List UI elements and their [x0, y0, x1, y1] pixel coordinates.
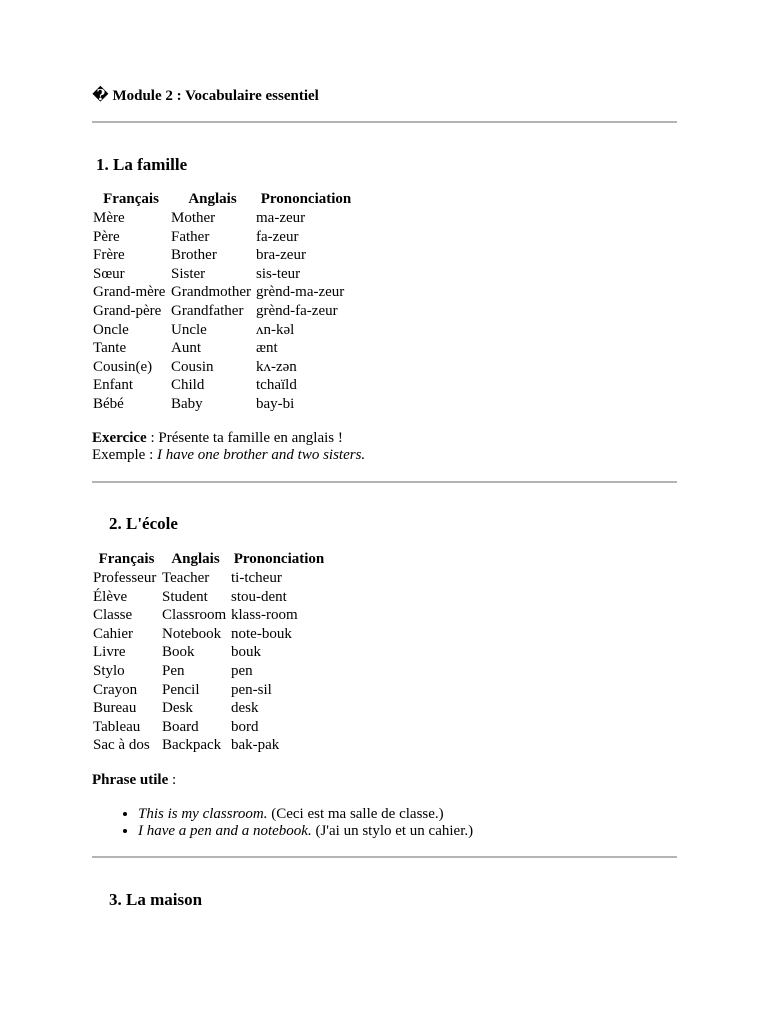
column-header: Prononciation: [233, 551, 325, 567]
table-cell: Grandfather: [171, 302, 244, 319]
table-cell: Père: [93, 228, 120, 245]
table-row: [92, 339, 357, 358]
table-row: [92, 209, 357, 228]
table-cell: pen-sil: [231, 681, 272, 698]
table-row: [92, 228, 357, 247]
table-cell: bouk: [231, 644, 261, 661]
table-cell: bord: [231, 718, 259, 735]
table-cell: Student: [162, 588, 208, 605]
example-text: I have one brother and two sisters.: [156, 447, 366, 463]
section-heading-maison: 3. La maison: [109, 890, 203, 909]
module-title: [92, 86, 319, 105]
example-line: [92, 447, 365, 464]
column-header: Français: [98, 551, 155, 567]
table-cell: grènd-fa-zeur: [256, 302, 338, 319]
table-cell: tchaïld: [256, 377, 297, 394]
vocab-table-famille: [92, 190, 357, 414]
table-cell: Grand-père: [93, 302, 162, 319]
phrase-label: Phrase utile: [92, 772, 169, 788]
table-row: [92, 699, 328, 718]
table-cell: Book: [162, 644, 195, 661]
exercise-line: [92, 430, 343, 447]
table-cell: Sœur: [93, 265, 125, 282]
table-row: [92, 681, 328, 700]
table-row: [92, 265, 357, 284]
table-cell: bak-pak: [231, 737, 280, 754]
table-cell: bra-zeur: [256, 247, 306, 264]
exercise-text: : Présente ta famille en anglais !: [146, 430, 343, 446]
table-cell: Bébé: [93, 395, 124, 412]
section-heading-famille: 1. La famille: [96, 155, 188, 174]
table-cell: Pencil: [162, 681, 200, 698]
table-cell: Enfant: [93, 377, 133, 394]
list-item: [138, 823, 473, 840]
divider: [92, 121, 677, 123]
table-cell: Tante: [93, 340, 127, 357]
table-cell: klass-room: [231, 607, 298, 624]
table-row: [92, 321, 357, 340]
divider: [92, 856, 677, 858]
table-row: [92, 718, 328, 737]
table-body: [92, 209, 357, 414]
column-header: Prononciation: [260, 191, 352, 207]
table-row: [92, 569, 328, 588]
phrase-en: This is my classroom.: [138, 806, 268, 822]
phrase-en: I have a pen and a notebook.: [138, 823, 312, 839]
section-heading-ecole: 2. L'école: [109, 514, 178, 533]
column-header: Français: [103, 191, 159, 207]
column-header: Anglais: [188, 191, 237, 207]
table-cell: note-bouk: [231, 625, 292, 642]
table-cell: Sister: [171, 265, 206, 282]
table-cell: Élève: [93, 588, 128, 605]
table-cell: Sac à dos: [93, 737, 150, 754]
table-cell: Notebook: [162, 625, 222, 642]
table-row: [92, 283, 357, 302]
table-cell: Oncle: [93, 321, 129, 338]
table-cell: Cousin(e): [93, 358, 153, 375]
table-cell: Brother: [171, 247, 217, 264]
table-cell: Frère: [93, 247, 125, 264]
table-cell: Classe: [93, 607, 133, 624]
table-cell: Desk: [162, 700, 193, 717]
table-cell: sis-teur: [256, 265, 301, 282]
table-cell: Cahier: [93, 625, 133, 642]
table-cell: ti-tcheur: [231, 570, 282, 586]
table-cell: Crayon: [93, 681, 138, 698]
table-cell: Mother: [171, 210, 216, 226]
table-cell: grènd-ma-zeur: [256, 284, 345, 301]
exercise-label: Exercice: [92, 430, 147, 446]
table-cell: Bureau: [93, 700, 137, 717]
table-cell: Stylo: [93, 662, 125, 679]
table-cell: Backpack: [162, 737, 222, 754]
table-cell: Grandmother: [171, 284, 251, 301]
table-row: [92, 302, 357, 321]
table-row: [92, 395, 357, 414]
table-cell: desk: [231, 700, 259, 717]
table-cell: Livre: [93, 644, 126, 661]
table-cell: Cousin: [171, 358, 214, 375]
example-label: Exemple :: [92, 447, 157, 463]
table-cell: Uncle: [171, 321, 207, 338]
column-header: Anglais: [171, 551, 220, 567]
table-cell: stou-dent: [231, 588, 287, 605]
table-cell: Teacher: [162, 570, 210, 586]
table-cell: Grand-mère: [93, 284, 166, 301]
table-cell: Child: [171, 377, 205, 394]
table-cell: pen: [231, 662, 253, 679]
phrase-list: [92, 806, 473, 840]
table-row: [92, 736, 328, 755]
table-cell: Pen: [162, 662, 185, 679]
table-cell: Classroom: [162, 607, 227, 624]
table-cell: ma-zeur: [256, 210, 306, 226]
table-cell: kʌ-zən: [256, 358, 297, 375]
phrase-line: [92, 772, 176, 789]
table-cell: fa-zeur: [256, 228, 299, 245]
table-row: [92, 358, 357, 377]
phrase-fr: (Ceci est ma salle de classe.): [267, 806, 444, 822]
divider: [92, 481, 677, 483]
module-icon: �: [92, 88, 109, 104]
table-row: [92, 606, 328, 625]
table-row: [92, 588, 328, 607]
table-cell: ænt: [256, 340, 278, 357]
table-cell: Tableau: [93, 718, 141, 735]
table-cell: Baby: [171, 395, 203, 412]
table-body: [92, 569, 328, 755]
phrase-fr: (J'ai un stylo et un cahier.): [311, 823, 474, 839]
table-cell: Mère: [93, 210, 125, 226]
phrase-suffix: :: [168, 772, 177, 788]
table-cell: Professeur: [93, 570, 157, 586]
table-cell: bay-bi: [256, 395, 295, 412]
module-title-text: Module 2 : Vocabulaire essentiel: [112, 88, 319, 104]
table-row: [92, 376, 357, 395]
table-row: [92, 246, 357, 265]
table-row: [92, 662, 328, 681]
table-cell: Board: [162, 718, 199, 735]
table-row: [92, 625, 328, 644]
table-header-row: [92, 550, 328, 569]
vocab-table-ecole: [92, 550, 328, 755]
table-cell: ʌn-kəl: [256, 321, 295, 338]
list-item: [138, 806, 473, 823]
table-row: [92, 643, 328, 662]
table-cell: Father: [171, 228, 210, 245]
table-header-row: [92, 190, 357, 209]
table-cell: Aunt: [171, 340, 201, 357]
